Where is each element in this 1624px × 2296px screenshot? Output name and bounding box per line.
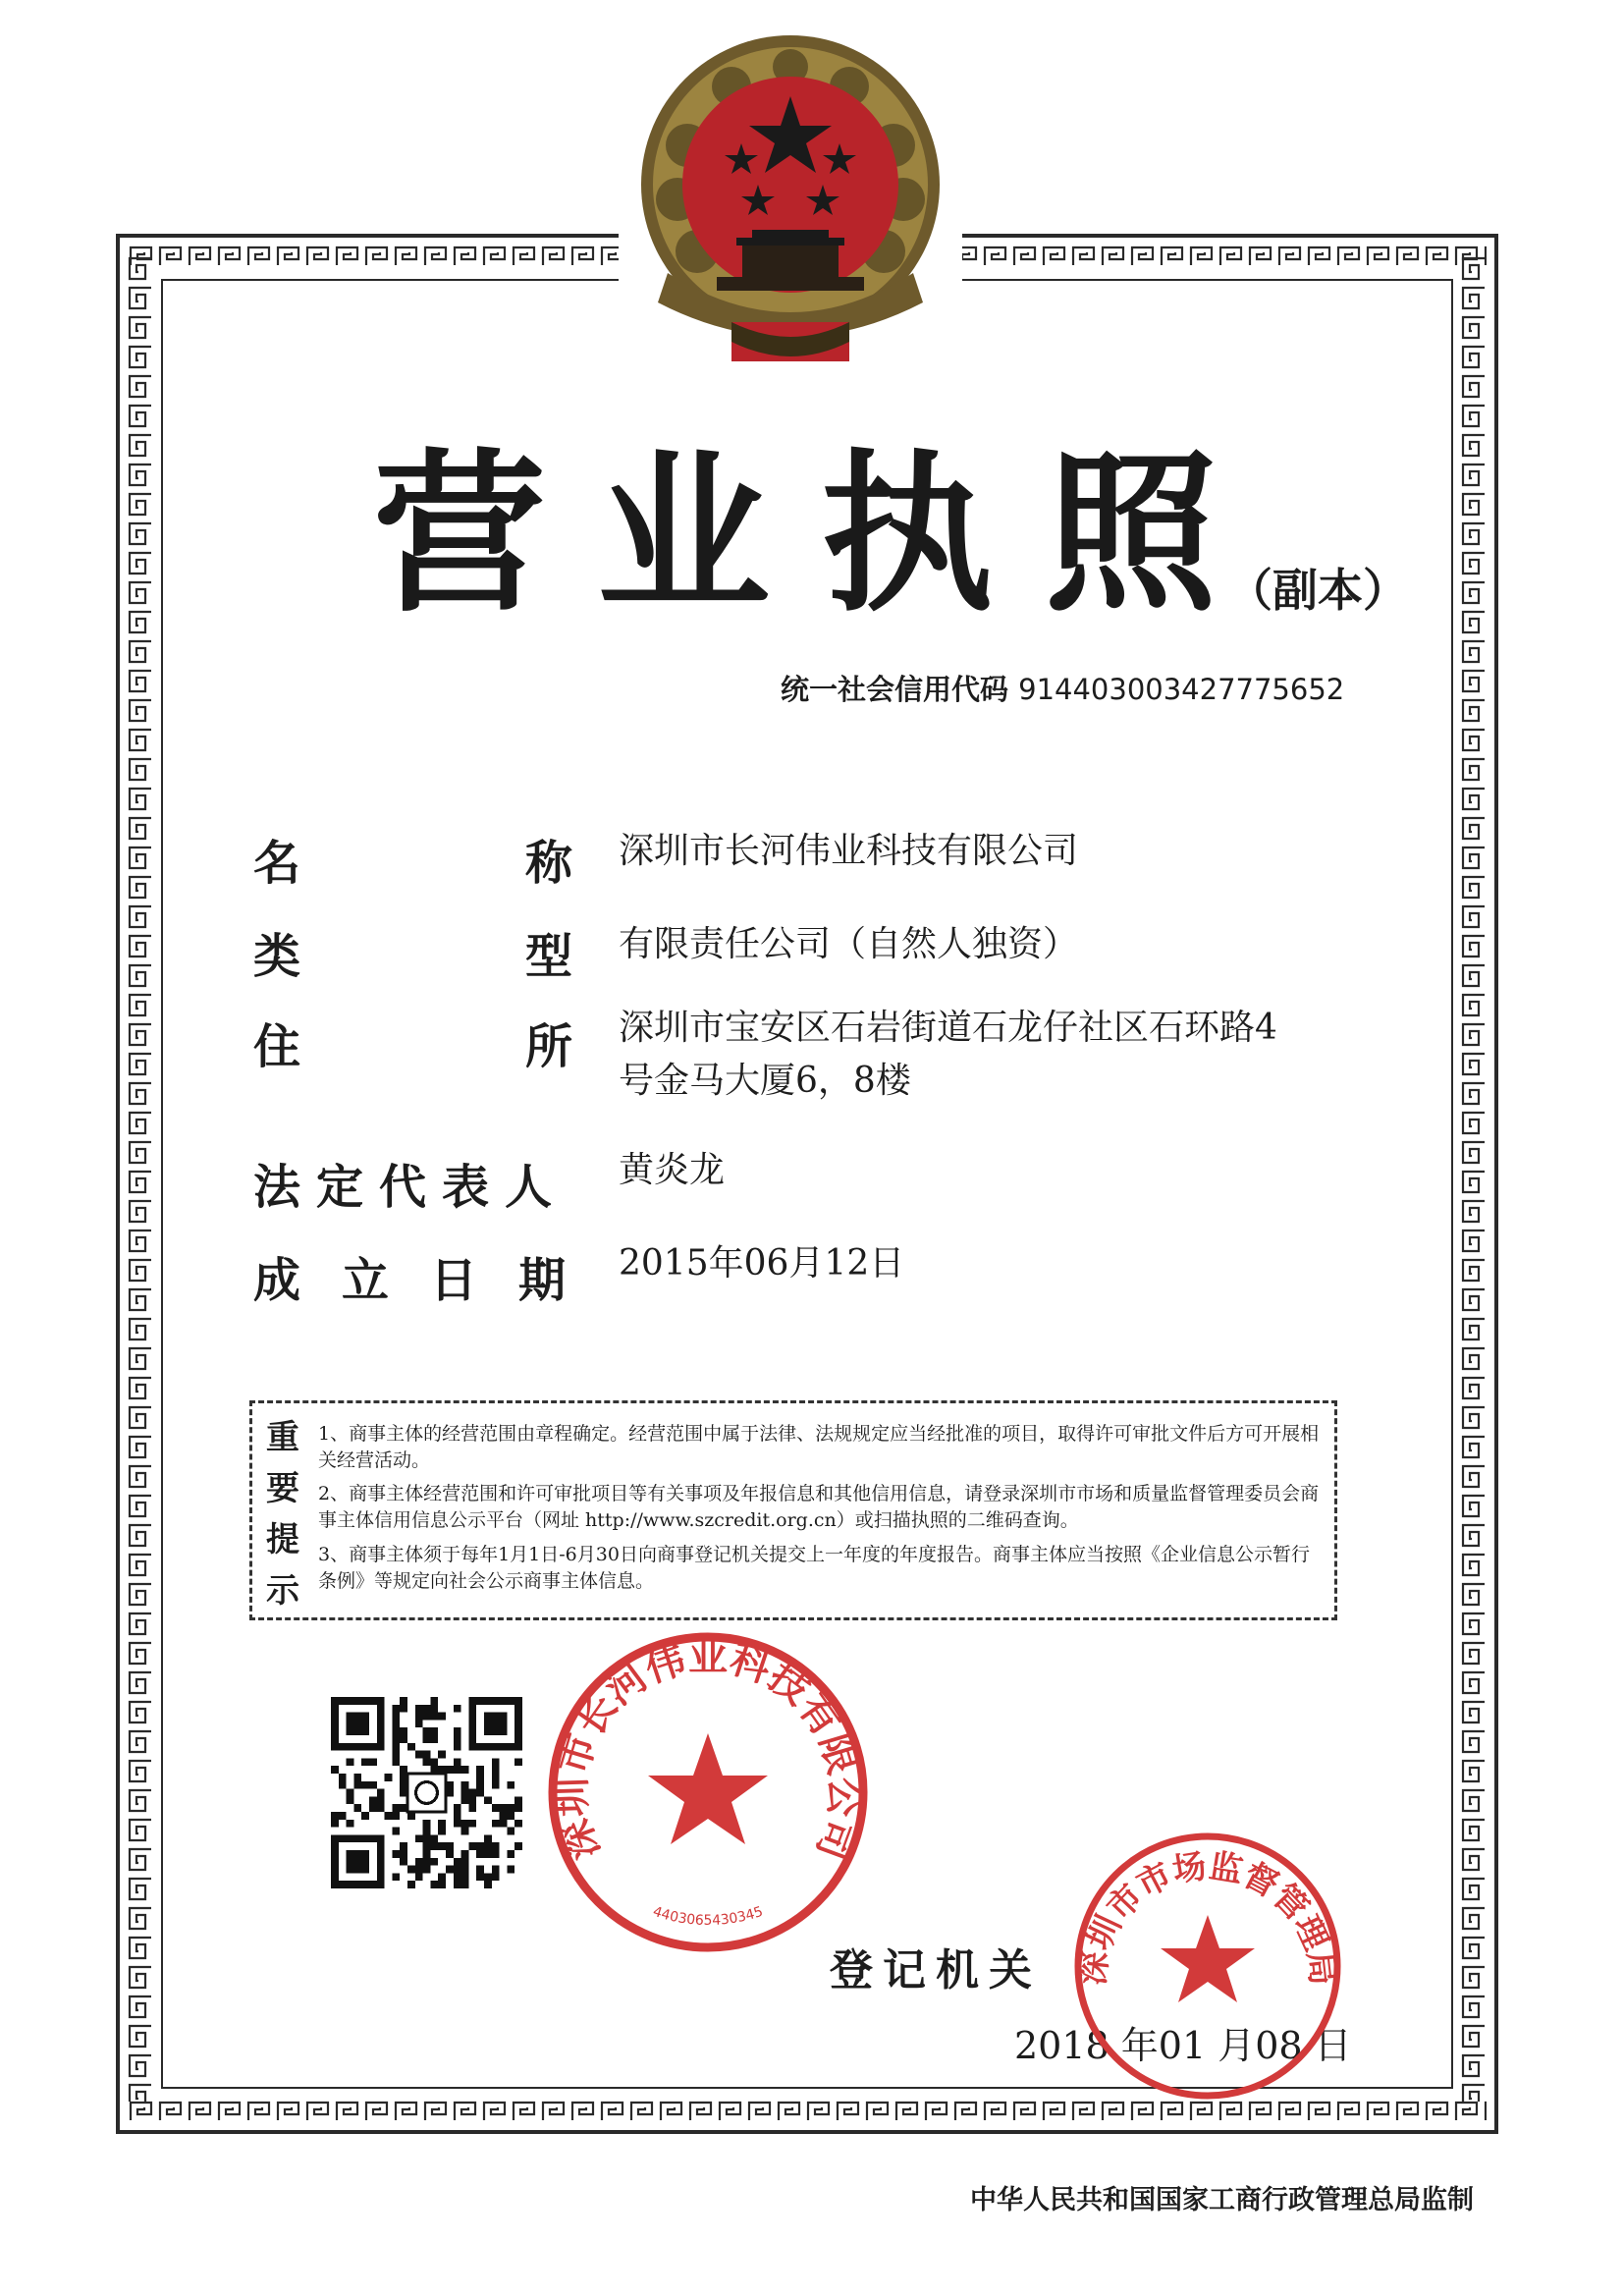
field-label-legal-rep: 法定代表人: [253, 1160, 568, 1215]
field-label-name: 名 称: [253, 836, 572, 891]
svg-text:4403065430345: [651, 1904, 765, 1929]
national-emblem-icon: [628, 27, 952, 381]
company-seal-text: 深圳市长河伟业科技有限公司: [548, 1633, 868, 1867]
authority-seal: [1070, 1829, 1345, 2104]
notice-item: 3、商事主体须于每年1月1日-6月30日向商事登记机关提交上一年度的年度报告。商事主体应当按照《企业信息公示暂行条例》等规定向社会公示商事主体信息。: [318, 1544, 1310, 1592]
field-value-type: 有限责任公司（自然人独资）: [619, 924, 1079, 964]
border-pattern-left: [124, 255, 157, 2102]
credit-code-label: 统一社会信用代码: [781, 673, 1009, 706]
border-pattern-right: [1457, 255, 1490, 2102]
seal-star-icon: [1161, 1915, 1255, 2002]
company-seal: [546, 1630, 870, 1954]
field-label-type: 类 型: [253, 929, 572, 984]
field-label-address: 住 所: [253, 1019, 572, 1074]
field-label-established: 成立日期: [253, 1253, 608, 1308]
credit-code-value: 914403003427775652: [1018, 673, 1345, 706]
document-title: 营业执照: [373, 434, 1270, 635]
authority-seal-text: 深圳市市场监督管理局: [1072, 1846, 1343, 1988]
seal-star-icon: [648, 1733, 768, 1844]
notice-item: 2、商事主体经营范围和许可审批项目等有关事项及年报信息和其他信用信息，请登录深圳市市场和质量监督管理委员会商事主体信用信息公示平台（网址 http://www.szcredit.org.cn）或扫描执照的二维码查询。: [318, 1483, 1320, 1531]
field-value-address-line1: 深圳市宝安区石岩街道石龙仔社区石环路4: [619, 1008, 1277, 1048]
registrar-label: 登记机关: [830, 1945, 1042, 1995]
credit-code-row: [781, 668, 1344, 708]
qr-code[interactable]: [331, 1696, 522, 1889]
field-value-name: 深圳市长河伟业科技有限公司: [619, 831, 1079, 871]
field-value-established: 2015年06月12日: [619, 1243, 905, 1284]
notice-item: 1、商事主体的经营范围由章程确定。经营范围中属于法律、法规规定应当经批准的项目，取得许可审批文件后方可开展相关经营活动。: [318, 1423, 1320, 1471]
issue-date: 2018 年01 月08 日: [1014, 2024, 1352, 2067]
company-seal-number: 4403065430345: [650, 1903, 766, 1929]
field-value-legal-rep: 黄炎龙: [619, 1150, 726, 1190]
field-value-address-line2: 号金马大厦6，8楼: [619, 1061, 911, 1101]
footer-supervisor: 中华人民共和国国家工商行政管理总局监制: [970, 2185, 1474, 2215]
notice-title: 重要提示: [266, 1418, 299, 1611]
document-subtitle: （副本）: [1227, 564, 1408, 617]
